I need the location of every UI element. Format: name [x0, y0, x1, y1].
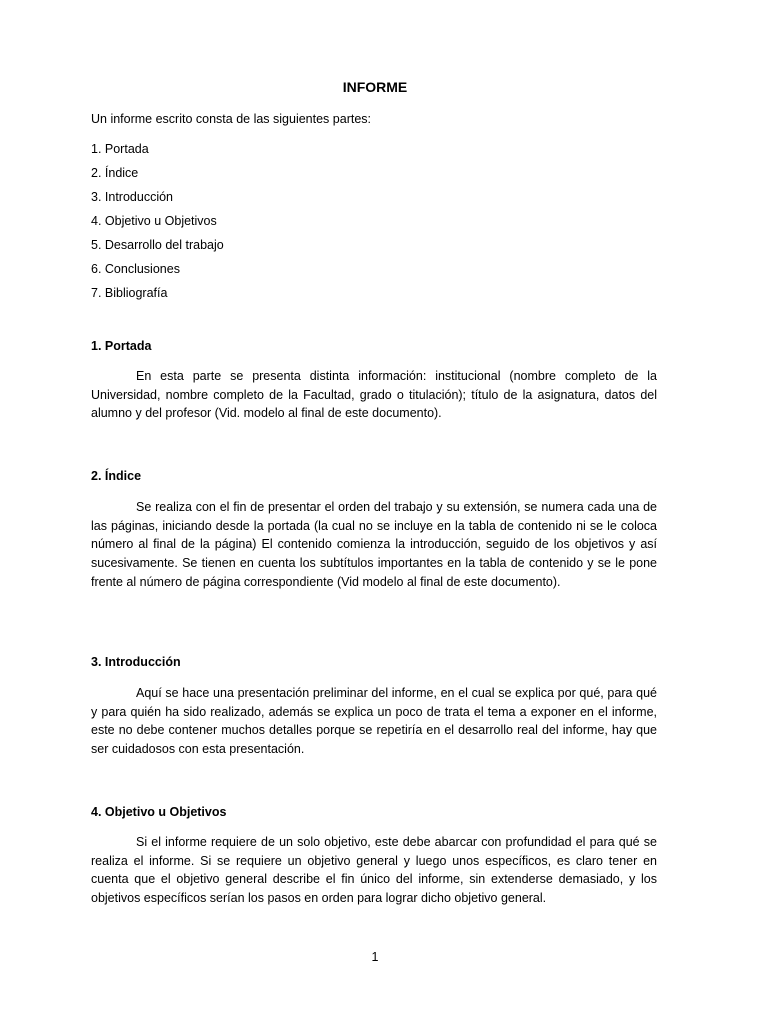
list-item: 5. Desarrollo del trabajo — [91, 238, 224, 252]
section-heading-introduccion: 3. Introducción — [91, 655, 181, 669]
list-item: 1. Portada — [91, 142, 149, 156]
list-item: 2. Índice — [91, 166, 139, 180]
section-heading-indice: 2. Índice — [91, 469, 142, 483]
intro-text: Un informe escrito consta de las siguientes partes: — [91, 112, 371, 126]
list-item: 4. Objetivo u Objetivos — [91, 214, 217, 228]
section-text-indice: Se realiza con el fin de presentar el orden del trabajo y su extensión, se numera cada una de las páginas, iniciando desde la portada (la cual no se incluye en la tabla de contenido ni se le coloca número al final de la página) El contenido comienza la introducción, seguido de los objetivos y así sucesivamente. Se tienen en cuenta los subtítulos importantes en la tabla de contenido y se le pone frente al número de página correspondiente (Vid modelo al final de este documento). — [91, 500, 657, 589]
section-text-objetivos: Si el informe requiere de un solo objetivo, este debe abarcar con profundidad el para qué se realiza el informe. Si se requiere un objetivo general y luego unos específicos, es claro tener en cuenta que el objetivo general describe el fin único del informe, sin extenderse demasiado, y los objetivos específicos serían los pasos en orden para lograr dicho objetivo general. — [91, 835, 657, 906]
section-text-portada: En esta parte se presenta distinta información: institucional (nombre completo de la Universidad, nombre completo de la Facultad, grado o titulación); título de la asignatura, datos del alumno y del profesor (Vid. modelo al final de este documento). — [91, 369, 657, 421]
list-item: 3. Introducción — [91, 190, 173, 204]
section-heading-portada: 1. Portada — [91, 339, 152, 353]
list-item: 7. Bibliografía — [91, 286, 168, 300]
page-number: 1 — [371, 950, 379, 964]
section-heading-objetivos: 4. Objetivo u Objetivos — [91, 805, 227, 819]
document-title: INFORME — [342, 79, 408, 95]
list-item: 6. Conclusiones — [91, 262, 180, 276]
parts-list — [91, 140, 224, 308]
section-text-introduccion: Aquí se hace una presentación preliminar del informe, en el cual se explica por qué, para qué y para quién ha sido realizado, además se explica un poco de trata el tema a exponer en el informe, este no debe contener muchos detalles porque se repetiría en el desarrollo real del informe, hay que ser cuidadosos con esta presentación. — [91, 686, 657, 757]
